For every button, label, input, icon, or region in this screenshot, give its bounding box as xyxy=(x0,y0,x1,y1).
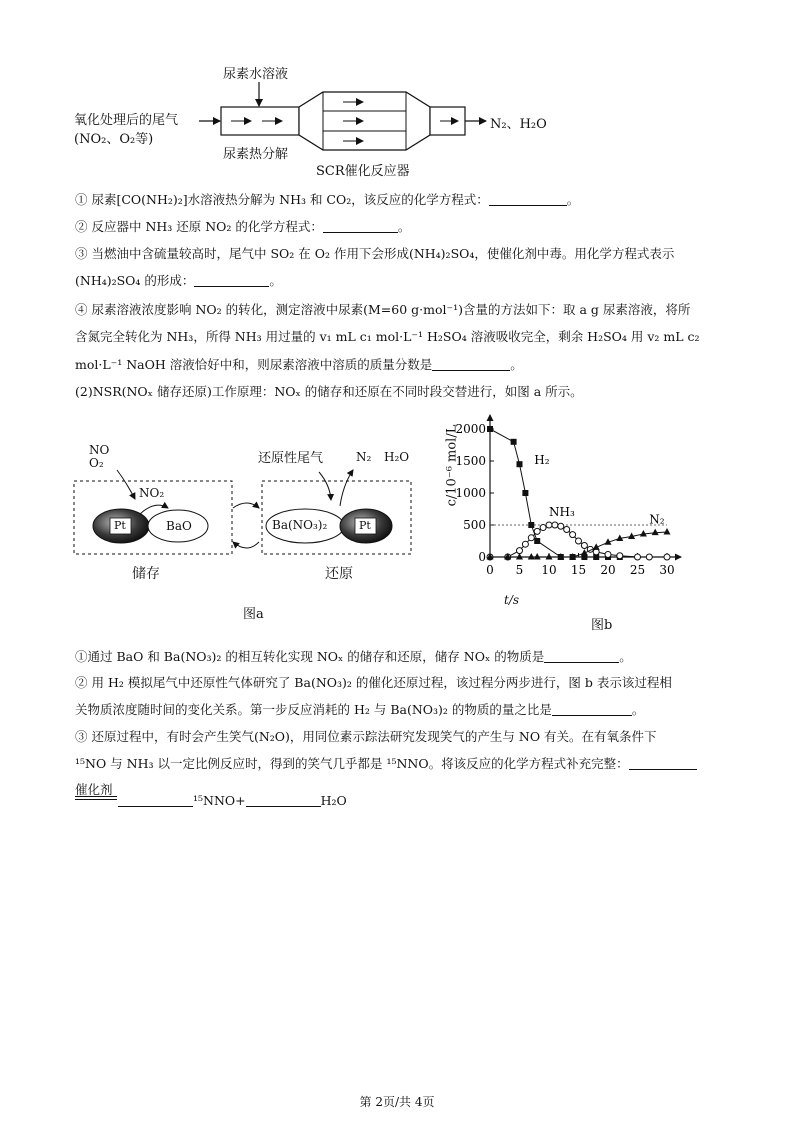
q1-item3-cont: (NH₄)₂SO₄ 的形成： 。 xyxy=(75,273,282,288)
q2-item2-cont: 关物质浓度随时间的变化关系。第一步反应消耗的 H₂ 与 Ba(NO₃)₂ 的物质的量之比是 。 xyxy=(75,702,645,717)
y-tick-label: 500 xyxy=(463,518,486,532)
x-tick-label: 25 xyxy=(629,563,646,577)
data-point xyxy=(558,523,564,529)
q1-item1: ① 尿素[CO(NH₂)₂]水溶液热分解为 NH₃ 和 CO₂，该反应的化学方程式： 。 xyxy=(75,192,580,207)
x-axis-label: t/s xyxy=(504,593,520,607)
answer-blank[interactable] xyxy=(544,649,619,663)
y-tick-label: 0 xyxy=(478,550,486,564)
x-tick-label: 20 xyxy=(600,563,616,577)
reduction-label: 还原 xyxy=(325,566,353,582)
q1-item2: ② 反应器中 NH₃ 还原 NO₂ 的化学方程式： 。 xyxy=(75,219,411,234)
figure-a-caption: 图a xyxy=(243,607,264,622)
data-point xyxy=(528,535,534,541)
inlet-label: 氧化处理后的尾气 xyxy=(74,113,179,128)
q2-intro: (2)NSR(NOₓ 储存还原)工作原理：NOₓ 的储存和还原在不同时段交替进行，如图 a 所示。 xyxy=(75,384,583,399)
data-point xyxy=(522,541,528,547)
q1-item4-cont2: mol·L⁻¹ NaOH 溶液恰好中和，则尿素溶液中溶质的质量分数是 。 xyxy=(75,357,523,372)
answer-blank[interactable] xyxy=(629,756,697,770)
y-tick-label: 2000 xyxy=(455,422,486,436)
data-point xyxy=(487,426,493,432)
series-label: NH₃ xyxy=(549,505,575,520)
data-point xyxy=(528,522,534,528)
q2-item1: ①通过 BaO 和 Ba(NO₃)₂ 的相互转化实现 NOₓ 的储存和还原，储存 NOₓ 的物质是 。 xyxy=(75,649,632,664)
data-point xyxy=(546,553,553,560)
bao-label: BaO xyxy=(166,519,192,533)
catalyst-line xyxy=(75,799,117,800)
data-point xyxy=(522,490,528,496)
series-label: H₂ xyxy=(534,453,550,468)
q1-item4: ④ 尿素溶液浓度影响 NO₂ 的转化，测定溶液中尿素(M=60 g·mol⁻¹)含量的方法如下：取 a g 尿素溶液，将所 xyxy=(75,302,691,317)
x-tick-label: 0 xyxy=(486,563,494,577)
data-point xyxy=(581,542,587,548)
h2o-label: H₂O xyxy=(384,450,410,464)
catalyst-line xyxy=(75,796,117,797)
q2-item3: ③ 还原过程中，有时会产生笑气(N₂O)，用同位素示踪法研究发现笑气的产生与 NO 有关。在有氧条件下 xyxy=(75,729,657,744)
q1-item4-cont1: 含氮完全转化为 NH₃，所得 NH₃ 用过量的 v₁ mL c₁ mol·L⁻¹ H₂SO₄ 溶液吸收完全，剩余 H₂SO₄ 用 v₂ mL c₂ xyxy=(75,329,700,344)
data-point xyxy=(516,553,523,560)
data-point xyxy=(546,522,552,528)
data-point xyxy=(511,439,517,445)
inlet-gases-label: (NO₂、O₂等) xyxy=(74,132,154,147)
x-tick-label: 5 xyxy=(515,563,524,577)
data-point xyxy=(576,538,582,544)
data-point xyxy=(640,530,647,537)
no-label: NO xyxy=(89,443,110,457)
answer-blank[interactable] xyxy=(118,793,193,807)
outlet-label: N₂、H₂O xyxy=(490,117,547,132)
q2-item2: ② 用 H₂ 模拟尾气中还原性气体研究了 Ba(NO₃)₂ 的催化还原过程，该过程分两步进行，图 b 表示该过程相 xyxy=(75,675,672,690)
data-point xyxy=(605,551,611,557)
urea-solution-label: 尿素水溶液 xyxy=(223,67,289,82)
page-footer: 第 2页/共 4页 xyxy=(359,1095,435,1109)
data-point xyxy=(570,532,576,538)
urea-decompose-label: 尿素热分解 xyxy=(223,147,289,162)
reactor-label: SCR催化反应器 xyxy=(316,164,410,179)
data-point xyxy=(635,554,641,560)
y-axis-label: c/10⁻⁶ mol/L xyxy=(444,424,460,507)
figure-b-caption: 图b xyxy=(591,618,613,633)
answer-blank[interactable] xyxy=(246,793,321,807)
data-point xyxy=(564,526,570,532)
data-point xyxy=(517,461,523,467)
data-point xyxy=(646,554,652,560)
answer-blank[interactable] xyxy=(552,702,632,716)
storage-label: 储存 xyxy=(132,566,160,582)
data-point xyxy=(552,522,558,528)
equation-products: ¹⁵NNO+ H₂O xyxy=(118,791,347,811)
data-point xyxy=(534,528,540,534)
series-line xyxy=(490,429,620,557)
y-tick-label: 1000 xyxy=(455,486,486,500)
data-point xyxy=(540,525,546,531)
data-point xyxy=(517,548,523,554)
data-point xyxy=(528,553,535,560)
x-tick-label: 30 xyxy=(659,563,675,577)
pt-left-label: Pt xyxy=(114,519,126,532)
x-tick-label: 10 xyxy=(541,563,557,577)
data-point xyxy=(617,553,623,559)
catalyst-label: 催化剂 xyxy=(75,782,113,797)
y-tick-label: 1500 xyxy=(455,454,486,468)
data-point xyxy=(664,528,671,535)
data-point xyxy=(664,554,670,560)
series-label: N₂ xyxy=(649,512,665,527)
q2-item3-cont: ¹⁵NO 与 NH₃ 以一定比例反应时，得到的笑气几乎都是 ¹⁵NNO。将该反应的化学方程式补充完整： xyxy=(75,750,725,777)
pt-right-label: Pt xyxy=(359,519,371,532)
data-point xyxy=(534,538,540,544)
q1-item3: ③ 当燃油中含硫量较高时，尾气中 SO₂ 在 O₂ 作用下会形成(NH₄)₂SO₄，使催化剂中毒。用化学方程式表示 xyxy=(75,246,675,261)
n2-label: N₂ xyxy=(356,450,372,464)
data-point xyxy=(534,553,541,560)
no2-label: NO₂ xyxy=(139,486,165,500)
o2-label: O₂ xyxy=(89,456,104,470)
data-point xyxy=(652,529,659,536)
ba-no3-label: Ba(NO₃)₂ xyxy=(272,518,328,532)
reducing-gas-label: 还原性尾气 xyxy=(258,451,324,466)
x-tick-label: 15 xyxy=(570,563,587,577)
